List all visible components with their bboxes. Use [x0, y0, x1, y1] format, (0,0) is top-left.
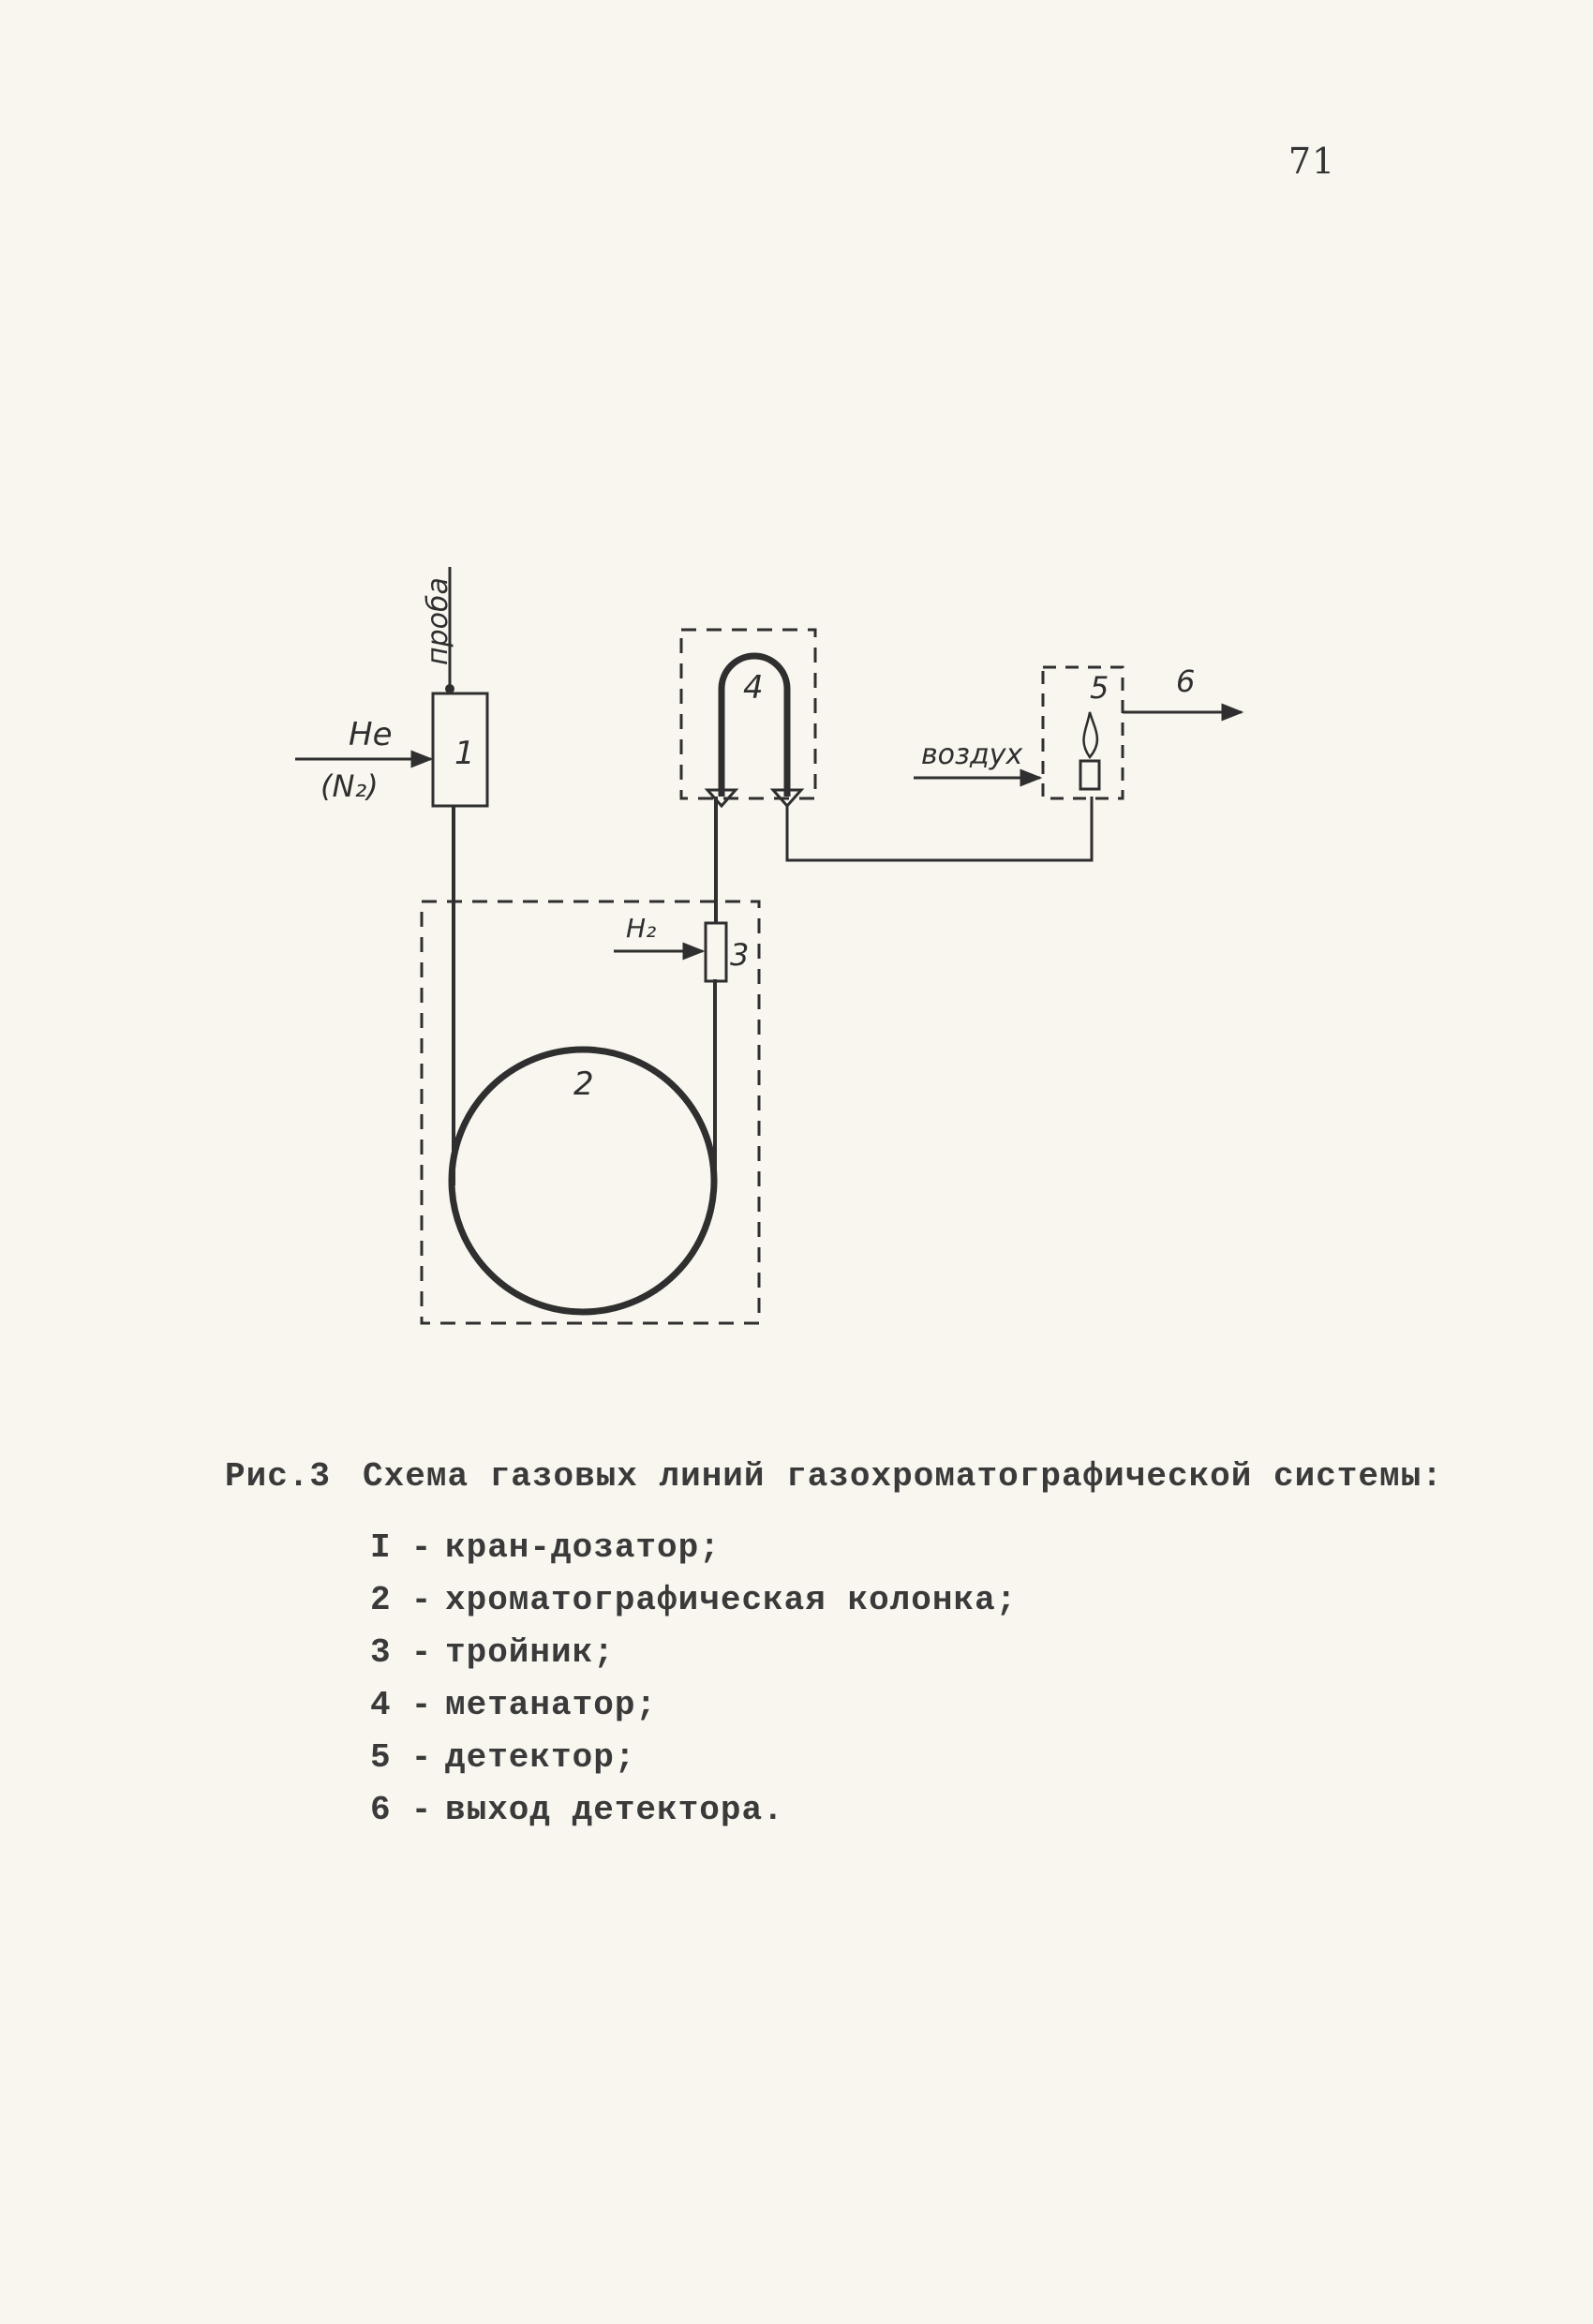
legend-item-number: 2	[370, 1581, 392, 1619]
legend-item-text: кран-дозатор;	[445, 1528, 721, 1567]
component-5-label: 5	[1090, 670, 1109, 706]
legend-item-number: 6	[370, 1791, 392, 1829]
legend-item: 6 - выход детектора.	[370, 1784, 1443, 1837]
legend-item: I - кран-дозатор;	[370, 1522, 1443, 1574]
legend-item-text: хроматографическая колонка;	[445, 1581, 1018, 1619]
flame-icon	[1083, 712, 1096, 757]
component-4-label: 4	[743, 669, 764, 707]
legend-item-number: 4	[370, 1686, 392, 1724]
detector-burner	[1080, 761, 1099, 789]
component-6-label: 6	[1176, 663, 1196, 699]
legend-item-text: тройник;	[445, 1633, 615, 1672]
legend-item: 5 - детектор;	[370, 1732, 1443, 1784]
hydrogen-label: H₂	[626, 913, 657, 944]
legend-item-number: I	[370, 1528, 392, 1567]
figure-caption	[225, 1457, 1443, 1837]
legend-item-number: 3	[370, 1633, 392, 1672]
legend-item-text: выход детектора.	[445, 1791, 784, 1829]
legend-item: 4 - метанатор;	[370, 1679, 1443, 1732]
legend-item: 2 - хроматографическая колонка;	[370, 1574, 1443, 1627]
legend-item-text: метанатор;	[445, 1686, 658, 1724]
legend-item: 3 - тройник;	[370, 1627, 1443, 1679]
legend-item-number: 5	[370, 1738, 392, 1777]
carrier-gas-label: He	[349, 716, 393, 753]
figure-label: Рис.3	[225, 1457, 332, 1496]
caption-title-line	[225, 1457, 1443, 1496]
carrier-gas-alt-label: (N₂)	[320, 768, 379, 804]
component-3-label: 3	[730, 937, 750, 973]
sample-label: проба	[422, 577, 454, 665]
tee-connector	[706, 923, 726, 981]
figure-legend	[370, 1522, 1443, 1837]
component-2-label: 2	[573, 1065, 594, 1103]
page-number: 71	[1288, 141, 1336, 182]
methanator-to-detector-line	[787, 797, 1092, 860]
detector-box	[1043, 667, 1123, 798]
air-label: воздух	[921, 738, 1023, 771]
figure-title: Схема газовых линий газохроматографической системы:	[363, 1457, 1443, 1496]
component-1-label: 1	[454, 735, 475, 772]
legend-item-text: детектор;	[445, 1738, 636, 1777]
